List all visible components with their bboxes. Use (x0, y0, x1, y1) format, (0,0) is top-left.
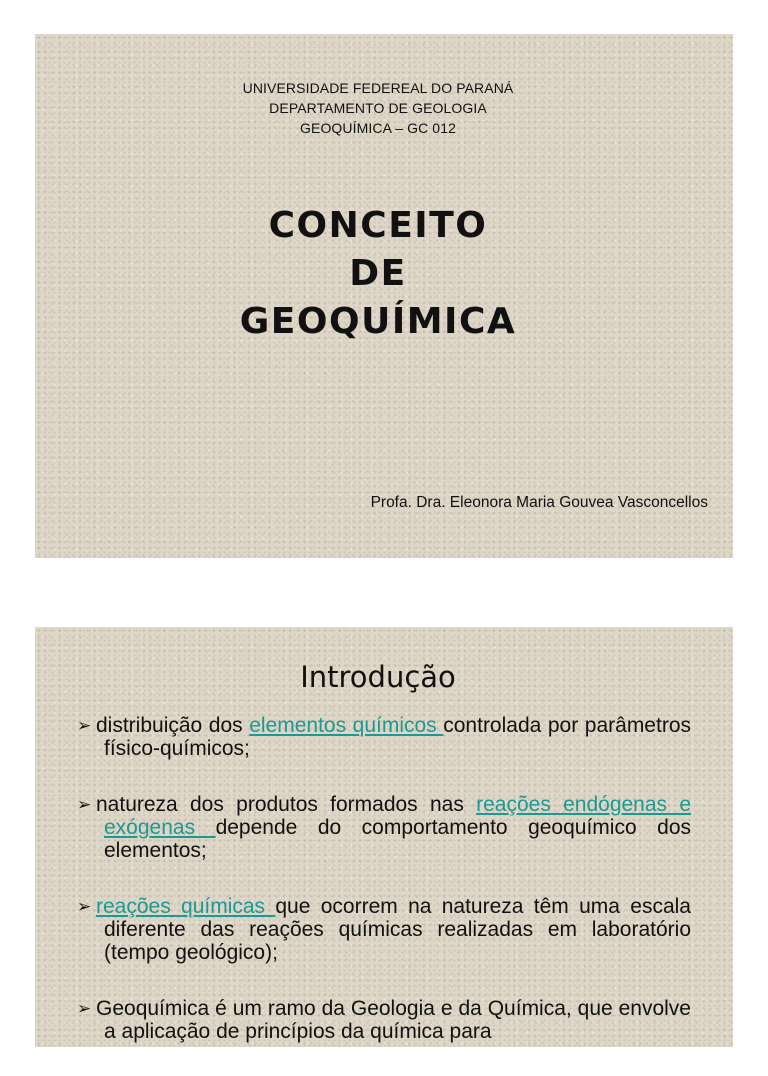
title-line-3: GEOQUÍMICA (239, 301, 517, 342)
institution-header (35, 78, 721, 138)
arrow-bullet-icon: ➢ (77, 999, 92, 1018)
introduction-title: Introdução (300, 660, 456, 694)
bullet-text: depende do comportamento geoquímico dos elementos; (104, 816, 691, 862)
author-name: Profa. Dra. Eleonora Maria Gouvea Vasconcellos (370, 494, 708, 511)
slide-introduction (35, 627, 733, 1047)
arrow-bullet-icon: ➢ (77, 795, 92, 814)
list-item (77, 714, 691, 760)
bullet-text: natureza dos produtos formados nas (96, 793, 477, 816)
department-name: DEPARTAMENTO DE GEOLOGIA (269, 100, 487, 116)
arrow-bullet-icon: ➢ (77, 716, 92, 735)
bullet-text: controlada por parâmetros físico-químicos; (104, 714, 691, 760)
slide-main-title (35, 202, 721, 346)
bullet-link[interactable]: reações químicas (96, 895, 276, 918)
title-line-1: CONCEITO (268, 205, 488, 246)
bullet-list (77, 714, 691, 1076)
arrow-bullet-icon: ➢ (77, 897, 92, 916)
list-item (77, 793, 691, 862)
slide-title (35, 34, 733, 558)
title-line-2: DE (349, 253, 407, 294)
bullet-text: Geoquímica é um ramo da Geologia e da Química, que envolve a aplicação de princípios da química para (96, 997, 691, 1043)
list-item (77, 895, 691, 964)
course-code: GEOQUÍMICA – GC 012 (300, 120, 456, 136)
bullet-text: que ocorrem na natureza têm uma escala diferente das reações químicas realizadas em laboratório (tempo geológico); (104, 895, 691, 964)
list-item (77, 997, 691, 1043)
bullet-link[interactable]: elementos químicos (249, 714, 444, 737)
bullet-text: distribuição dos (96, 714, 250, 737)
university-name: UNIVERSIDADE FEDEREAL DO PARANÁ (242, 80, 514, 96)
bullet-link[interactable]: reações endógenas e exógenas (104, 793, 691, 839)
